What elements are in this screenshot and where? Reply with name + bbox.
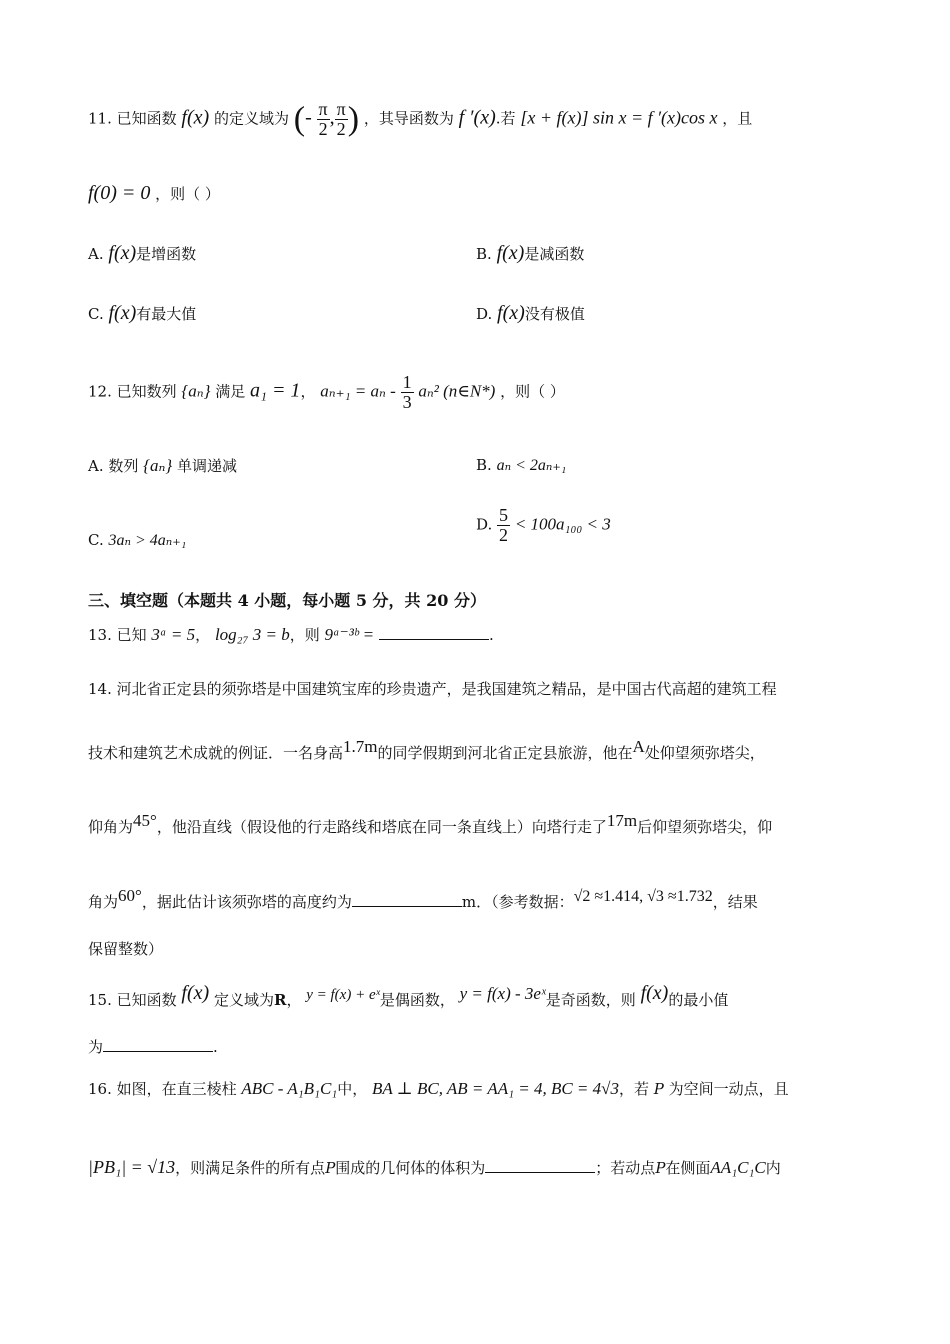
section3-title: 三、填空题（本题共 4 小题，每小题 5 分，共 20 分） (88, 591, 486, 610)
q14-line1: 14. 河北省正定县的须弥塔是中国建筑宝库的珍贵遗产，是我国建筑之精品，是中国古代高超的建筑工程 (88, 680, 777, 698)
q11-option-c: C. f(x)有最大值 (88, 302, 197, 324)
q12-option-d-frac: $\frac{5}{2}$ (499, 505, 509, 545)
q11-frac-right: $\frac{\pi}{2}$ (336, 99, 346, 139)
q11-frac-left: $\frac{\pi}{2}$ (318, 99, 328, 139)
q12-stem: 12. 已知数列 {aₙ} 满足 a₁ = 1， aₙ₊₁ = aₙ - $\frac{1}{3}$ aₙ² (n∈N*) ，则（ ） (88, 372, 565, 412)
q15-line1: 15. 已知函数 f(x) 定义域为R， y = f(x) + eˣ是偶函数， y = f(x) - 3eˣ是奇函数，则 f(x)的最小值 (88, 982, 729, 1009)
q11-prefix: 11. 已知函数 (88, 109, 177, 128)
q16-line2: |PB₁| = √13，则满足条件的所有点P围成的几何体的体积为 ；若动点P在侧面AA₁C₁C内 (88, 1157, 781, 1177)
q14-ref: √2 ≈1.414, √3 ≈1.732 (573, 888, 713, 905)
q12-prefix: 12. 已知数列 (88, 382, 177, 401)
q12-option-b: B. aₙ < 2aₙ₊₁ (476, 456, 567, 474)
q16-P: P (653, 1080, 664, 1098)
q11-option-a: A. f(x)是增函数 (88, 242, 197, 264)
q16-answer-blank-1[interactable] (485, 1171, 595, 1173)
q11-option-c-text: 有最大值 (136, 305, 197, 323)
q15-R: R (273, 991, 287, 1009)
q15-answer-blank[interactable] (103, 1050, 213, 1052)
q12-option-c-math: 3aₙ > 4aₙ₊₁ (108, 532, 187, 549)
q11-deriv-text: ，其导函数为 (363, 109, 454, 128)
q11-fprime: f ′(x) (458, 106, 496, 129)
q15-func2: f(x) (640, 982, 669, 1004)
q11-interval-close: ) (347, 100, 360, 138)
q14-line2: 技术和建筑艺术成就的例证．一名身高1.7m的同学假期到河北省正定县旅游，他在A处仰望须弥塔尖， (88, 737, 765, 762)
q11-and-text: ，且 (722, 109, 753, 128)
q11-option-d: D. f(x)没有极值 (476, 302, 585, 324)
q16-line1: 16. 如图，在直三棱柱 ABC - A₁B₁C₁中， BA ⊥ BC, AB = AA₁ = 4, BC = 4√3，若 P 为空间一动点，且 (88, 1079, 789, 1098)
q15-func: f(x) (181, 982, 210, 1004)
q14-angle2: 60° (118, 886, 142, 905)
q11-option-a-text: 是增函数 (136, 245, 197, 263)
q16-face: AA₁C₁C (710, 1158, 766, 1177)
q16-prism: ABC - A₁B₁C₁ (241, 1079, 338, 1098)
q11-interval-minus: - (305, 106, 312, 129)
q15-eq2: y = f(x) - 3eˣ (459, 984, 546, 1003)
q12-recurrence-left: aₙ₊₁ = aₙ - (320, 381, 396, 401)
q13-expr: 9ᵃ⁻³ᵇ = (324, 625, 375, 644)
q11-option-c-math: f(x) (108, 302, 137, 324)
q12-option-a-seq: {aₙ} (143, 456, 173, 475)
q11-option-a-math: f(x) (108, 242, 137, 264)
q13-eq1: 3ᵃ = 5 (151, 625, 196, 644)
q16-pb: |PB₁| = √13 (88, 1157, 176, 1177)
q12-option-b-math: aₙ < 2aₙ₊₁ (496, 457, 567, 474)
q11-f0: f(0) = 0 (88, 182, 151, 204)
q14-line4: 角为60°，据此估计该须弥塔的高度约为 m．（参考数据：√2 ≈1.414, √3 ≈1.732，结果 (88, 886, 758, 911)
q11-then: ，则（ ） (155, 185, 220, 203)
q13-eq2: log₂₇ 3 = b (214, 625, 290, 644)
q12-a1: a₁ = 1 (249, 379, 301, 402)
q12-frac: $\frac{1}{3}$ (402, 372, 412, 412)
q14-answer-blank[interactable] (352, 905, 462, 907)
q12-option-d-math: < 100a₁₀₀ < 3 (514, 514, 611, 534)
q11-option-b: B. f(x)是减函数 (476, 242, 585, 264)
q12-satisfy: 满足 (215, 382, 246, 401)
q14-point: A (632, 737, 645, 756)
q11-option-d-math: f(x) (497, 302, 525, 324)
q14-dist: 17m (606, 811, 638, 830)
q12-option-c: C. 3aₙ > 4aₙ₊₁ (88, 531, 187, 549)
q11-func: f(x) (181, 106, 210, 129)
q12-recurrence-right: aₙ² (n∈N*) (418, 381, 496, 401)
q12-option-d: D. $\frac{5}{2}$ < 100a₁₀₀ < 3 (476, 505, 611, 545)
q16-cond: BA ⊥ BC, AB = AA₁ = 4, BC = 4√3 (372, 1079, 619, 1098)
q13-answer-blank[interactable] (379, 638, 489, 640)
q11-option-b-text: 是减函数 (524, 245, 585, 263)
q13: 13. 已知 3ᵃ = 5， log₂₇ 3 = b，则 9ᵃ⁻³ᵇ = . (88, 625, 494, 644)
q12-then: ，则（ ） (500, 382, 565, 401)
q11-stem-line2 (88, 183, 220, 203)
q14-angle1: 45° (133, 811, 157, 830)
q11-domain-text: 的定义域为 (213, 109, 289, 128)
q11-interval-open: ( (293, 100, 306, 138)
q14-line3: 仰角为45°，他沿直线（假设他的行走路线和塔底在同一条直线上）向塔行走了17m后仰望须弥塔尖，仰 (88, 811, 773, 836)
q12-option-a: A. 数列 {aₙ} 单调递减 (88, 456, 237, 475)
q11-stem-line1: 11. 已知函数 f(x) 的定义域为 (- $\frac{\pi}{2}$ , $\frac{\pi}{2}$ ) ，其导函数为 f ′(x).若 [x + f(x)] sin x = f ′(x)cos x ，且 (88, 99, 753, 139)
q12-option-a-text: 单调递减 (176, 457, 237, 475)
q11-option-b-math: f(x) (496, 242, 525, 264)
q11-if-text: .若 (495, 109, 516, 128)
q15-line2: 为 . (88, 1038, 218, 1056)
q11-equation: [x + f(x)] sin x = f ′(x)cos x (520, 107, 718, 128)
q14-height: 1.7m (343, 737, 378, 756)
q14-line5: 保留整数） (88, 940, 164, 958)
q12-seq: {aₙ} (181, 381, 211, 401)
q11-option-d-text: 没有极值 (524, 305, 585, 323)
q15-eq1: y = f(x) + eˣ (306, 987, 380, 1003)
